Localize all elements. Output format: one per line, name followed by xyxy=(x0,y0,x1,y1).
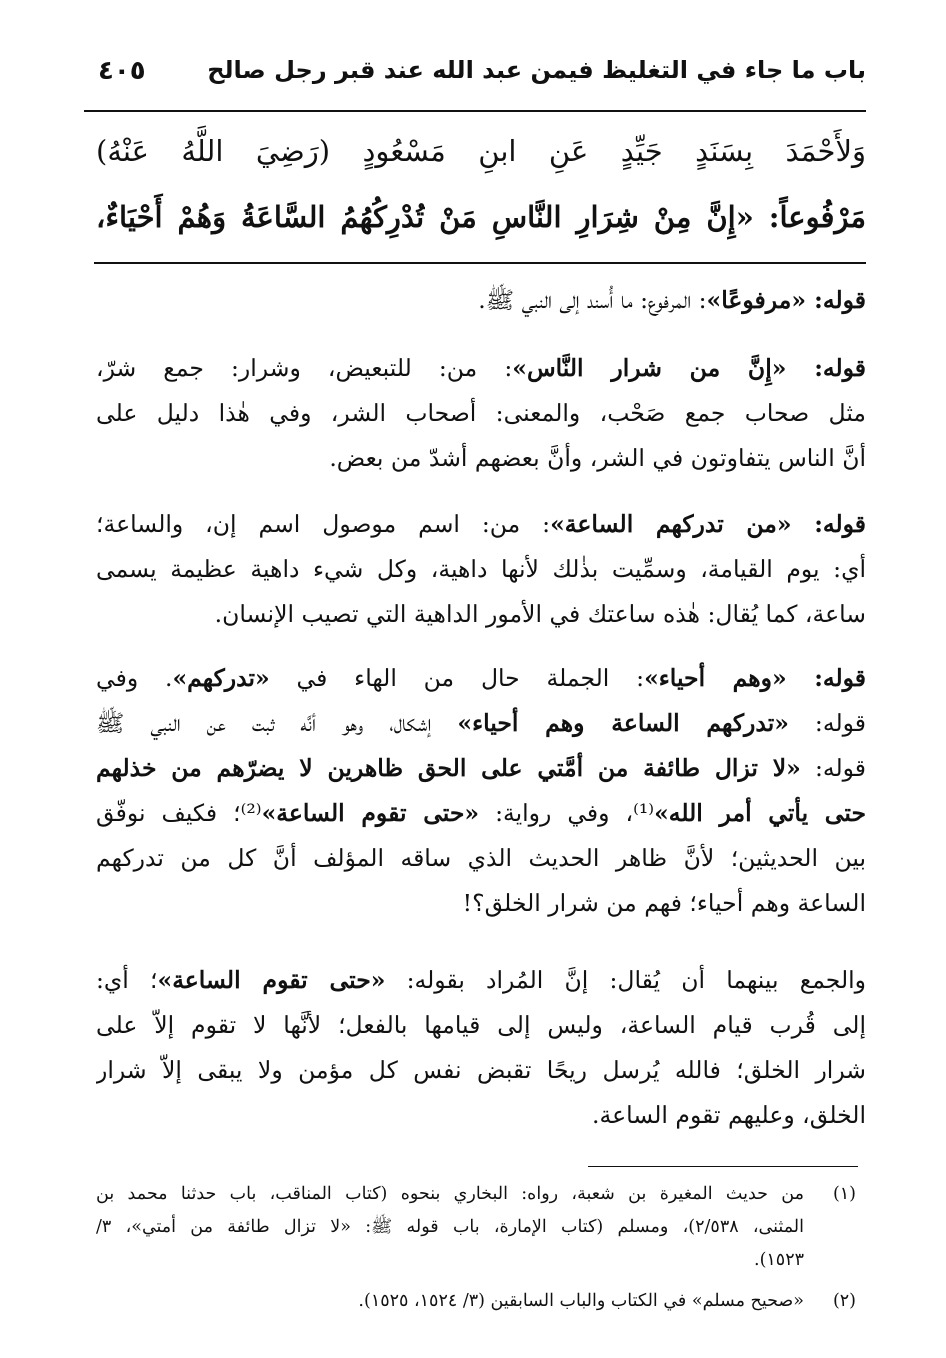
text-segment: قوله: xyxy=(800,754,866,782)
text-line xyxy=(96,881,866,926)
footnote-text xyxy=(96,1285,804,1318)
text-line xyxy=(96,656,866,701)
text-segment: الخلق، وعليهم تقوم الساعة. xyxy=(592,1101,866,1129)
matn-rule xyxy=(94,262,866,264)
text-segment: : من: للتبعيض، وشرار: جمع شرّ، xyxy=(96,354,513,382)
page-number: ٤٠٥ xyxy=(98,56,146,86)
text-segment: . وفي xyxy=(96,664,173,692)
text-segment: والجمع بينهما أن يُقال: إنَّ المُراد بقوله: xyxy=(385,966,866,994)
bold-segment: قوله: «من تدركهم الساعة» xyxy=(550,510,866,538)
text-segment: أي: يوم القيامة، وسمِّيت بذٰلك لأنها داهية، وكل شيء داهية عظيمة يسمى xyxy=(96,555,866,583)
footnote-text xyxy=(96,1178,804,1277)
text-line xyxy=(96,346,866,391)
text-line xyxy=(96,701,866,746)
text-segment: ⁽¹⁾، وفي رواية: xyxy=(479,799,655,827)
text-line xyxy=(96,1048,866,1093)
bold-segment: «حتى تقوم الساعة» xyxy=(261,799,480,827)
text-line xyxy=(96,1003,866,1048)
text-line xyxy=(96,436,866,481)
commentary-paragraph xyxy=(96,346,866,481)
text-segment: : المرفوع: ما أُسند إلى النبي ﷺ. xyxy=(478,286,707,314)
footnotes xyxy=(96,1178,866,1318)
bold-segment: حتى يأتي أمر الله» xyxy=(654,799,866,827)
text-line xyxy=(96,391,866,436)
footnote-line: «صحيح مسلم» في الكتاب والباب السابقين (٣/ ١٥٢٤، ١٥٢٥). xyxy=(358,1291,804,1311)
footnote-line: من حديث المغيرة بن شعبة، رواه: البخاري بنحوه (كتاب المناقب، باب حدثنا محمد بن xyxy=(96,1184,804,1204)
commentary-paragraph xyxy=(96,656,866,926)
text-line xyxy=(96,836,866,881)
commentary-paragraph xyxy=(96,502,866,637)
commentary-paragraph xyxy=(96,958,866,1138)
matn-line-1: وَلأَحْمَدَ بِسَنَدٍ جَيِّدٍ عَنِ ابنِ مَسْعُودٍ (رَضِيَ اللَّهُ عَنْهُ) xyxy=(96,134,866,168)
bold-segment: «لا تزال طائفة من أمَّتي على الحق ظاهرين لا يضرّهم من خذلهم xyxy=(96,754,801,782)
text-segment: أنَّ الناس يتفاوتون في الشر، وأنَّ بعضهم أشدّ من بعض. xyxy=(329,444,866,472)
text-segment: الساعة وهم أحياء؛ فهم من شرار الخلق؟! xyxy=(462,889,866,917)
page-header xyxy=(84,56,866,102)
text-line xyxy=(96,592,866,637)
header-rule xyxy=(84,110,866,112)
bold-segment: قوله: «مرفوعًا» xyxy=(706,286,866,314)
commentary-paragraph xyxy=(96,278,866,323)
footnote-line: ١٥٢٣). xyxy=(754,1250,804,1270)
text-segment: إلى قُرب قيام الساعة، وليس إلى قيامها بالفعل؛ لأنَّها لا تقوم إلاّ على xyxy=(96,1011,866,1039)
text-line xyxy=(96,278,866,323)
text-segment: قوله: xyxy=(788,709,866,737)
text-segment: : الجملة حال من الهاء في xyxy=(269,664,645,692)
text-line xyxy=(96,1093,866,1138)
bold-segment: قوله: «وهم أحياء» xyxy=(644,664,866,692)
footnote-line: المثنى، ٢/٥٣٨)، ومسلم (كتاب الإمارة، باب قوله ﷺ: «لا تزال طائفة من أمتي»، ٣/ xyxy=(96,1217,804,1237)
text-segment: ؛ أي: xyxy=(96,966,158,994)
bold-segment: «حتى تقوم الساعة» xyxy=(157,966,386,994)
text-line xyxy=(96,547,866,592)
running-title: باب ما جاء في التغليظ فيمن عبد الله عند قبر رجل صالح xyxy=(207,56,866,84)
text-segment: مثل صحاب جمع صَحْب، والمعنى: أصحاب الشر، وفي هٰذا دليل على xyxy=(96,399,866,427)
text-line xyxy=(96,958,866,1003)
text-segment: إشكال، وهو أنَّه ثبت عن النبي ﷺ xyxy=(96,709,458,737)
text-segment: شرار الخلق؛ فالله يُرسل ريحًا تقبض نفس كل مؤمن ولا يبقى إلاّ شرار xyxy=(96,1056,866,1084)
footnote-number: (١) xyxy=(832,1184,856,1204)
text-line xyxy=(96,746,866,791)
text-segment: : من: اسم موصول اسم إن، والساعة؛ xyxy=(96,510,551,538)
text-segment: ساعة، كما يُقال: هٰذه ساعتك في الأمور الداهية التي تصيب الإنسان. xyxy=(214,600,866,628)
bold-segment: «تدركهم» xyxy=(172,664,270,692)
text-segment: بين الحديثين؛ لأنَّ ظاهر الحديث الذي ساقه المؤلف أنَّ كل من تدركهم xyxy=(96,844,866,872)
footnote-number: (٢) xyxy=(832,1291,856,1311)
text-line xyxy=(96,502,866,547)
footnote-rule xyxy=(588,1166,858,1167)
text-segment: ⁽²⁾؛ فكيف نوفّق xyxy=(96,799,262,827)
matn-line-2: مَرْفُوعاً: «إِنَّ مِنْ شِرَارِ النَّاسِ مَنْ تُدْرِكُهُمُ السَّاعَةُ وَهُمْ أَحْيَاءٌ، xyxy=(96,200,866,234)
text-line xyxy=(96,791,866,836)
bold-segment: قوله: «إِنَّ من شرار النَّاس» xyxy=(512,354,866,382)
bold-segment: «تدركهم الساعة وهم أحياء» xyxy=(457,709,789,737)
footnote xyxy=(96,1178,866,1277)
footnote xyxy=(96,1285,866,1318)
